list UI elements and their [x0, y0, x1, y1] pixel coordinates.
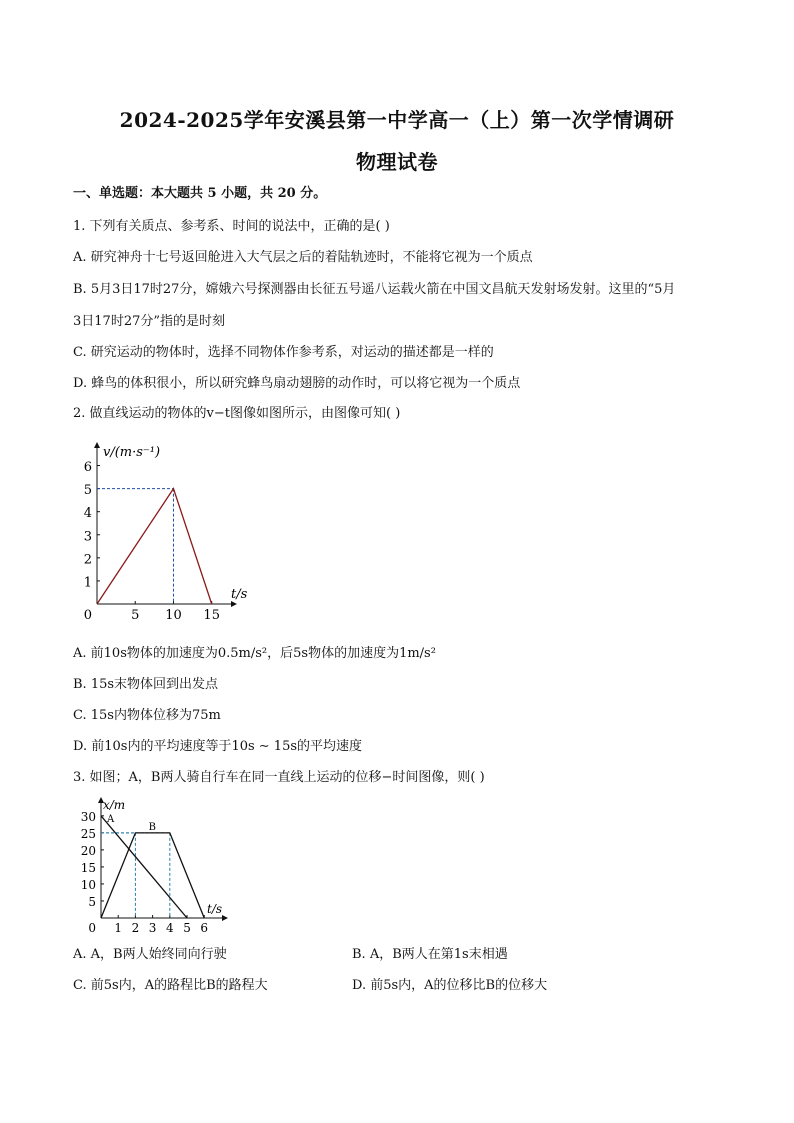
vt-y-tick-label: 1 — [83, 575, 92, 591]
vt-y-tick-label: 5 — [83, 483, 92, 499]
question-2-stem: 2. 做直线运动的物体的v−t图像如图所示，由图像可知( ) — [73, 406, 401, 421]
xt-x-tick-label: 2 — [131, 921, 140, 935]
xt-series-name-label: A — [107, 813, 115, 825]
question-2-option-c: C. 15s内物体位移为75m — [73, 708, 221, 723]
question-1-option-b-cont: 3日17时27分”指的是时刻 — [73, 314, 226, 329]
vt-y-tick-label: 2 — [83, 552, 92, 568]
xt-y-tick-label: 25 — [80, 826, 96, 841]
xt-x-tick-label: 3 — [148, 921, 157, 935]
displacement-time-chart — [73, 797, 243, 937]
question-2-option-b: B. 15s末物体回到出发点 — [73, 677, 219, 692]
question-3-option-c: C. 前5s内，A的路程比B的路程大 — [73, 978, 268, 993]
vt-y-tick-label: 6 — [83, 460, 92, 476]
xt-y-tick-label: 20 — [80, 843, 96, 858]
vt-y-arrow — [94, 442, 100, 448]
xt-x-arrow — [222, 915, 228, 921]
question-1-option-a: A. 研究神舟十七号返回舱进入大气层之后的着陆轨迹时，不能将它视为一个质点 — [73, 250, 533, 265]
vt-series-line — [97, 489, 212, 604]
vt-x-tick-label: 5 — [131, 608, 140, 623]
question-2-option-d: D. 前10s内的平均速度等于10s ∼ 15s的平均速度 — [73, 739, 363, 754]
question-3-stem: 3. 如图；A，B两人骑自行车在同一直线上运动的位移−时间图像，则( ) — [73, 770, 485, 785]
vt-y-axis-label: v/(m·s⁻¹) — [103, 445, 161, 460]
xt-y-tick-label: 15 — [80, 860, 96, 875]
question-1-option-b: B. 5月3日17时27分，嫦娥六号探测器由长征五号遥八运载火箭在中国文昌航天发射场发射。这里的“5月 — [73, 282, 676, 297]
xt-y-tick-label: 5 — [88, 894, 96, 909]
vt-x-tick-label: 15 — [203, 608, 220, 623]
question-3-option-b: B. A，B两人在第1s末相遇 — [352, 947, 508, 962]
question-1-stem: 1. 下列有关质点、参考系、时间的说法中，正确的是( ) — [73, 219, 390, 234]
question-1-option-d: D. 蜂鸟的体积很小，所以研究蜂鸟扇动翅膀的动作时，可以将它视为一个质点 — [73, 376, 521, 391]
vt-y-tick-label: 3 — [83, 529, 92, 545]
xt-x-tick-label: 4 — [166, 921, 174, 935]
xt-series-line-a — [101, 813, 187, 918]
velocity-time-chart — [73, 440, 273, 635]
exam-subtitle: 物理试卷 — [356, 150, 438, 174]
question-2-option-a: A. 前10s物体的加速度为0.5m/s²，后5s物体的加速度为1m/s² — [73, 646, 436, 661]
question-3-option-d: D. 前5s内，A的位移比B的位移大 — [352, 978, 548, 993]
exam-title: 2024-2025学年安溪县第一中学高一（上）第一次学情调研 — [119, 108, 675, 132]
xt-x-tick-label: 5 — [183, 921, 191, 935]
xt-x-axis-label: t/s — [207, 902, 223, 916]
xt-series-name-label: B — [148, 821, 156, 833]
section-heading: 一、单选题：本大题共 5 小题，共 20 分。 — [73, 186, 327, 201]
vt-y-tick-label: 4 — [83, 506, 92, 522]
xt-series-line-b — [101, 833, 204, 918]
xt-x-tick-label: 6 — [200, 921, 209, 935]
xt-y-tick-label: 10 — [80, 877, 96, 892]
xt-x-tick-label: 1 — [114, 921, 123, 935]
xt-origin-label: 0 — [88, 921, 96, 935]
vt-origin-label: 0 — [83, 608, 92, 623]
vt-x-tick-label: 10 — [165, 608, 182, 623]
xt-y-axis-label: x/m — [103, 798, 126, 812]
question-3-option-a: A. A，B两人始终同向行驶 — [73, 947, 227, 962]
question-1-option-c: C. 研究运动的物体时，选择不同物体作参考系，对运动的描述都是一样的 — [73, 345, 494, 360]
vt-x-axis-label: t/s — [231, 587, 248, 602]
xt-y-tick-label: 30 — [80, 809, 96, 824]
